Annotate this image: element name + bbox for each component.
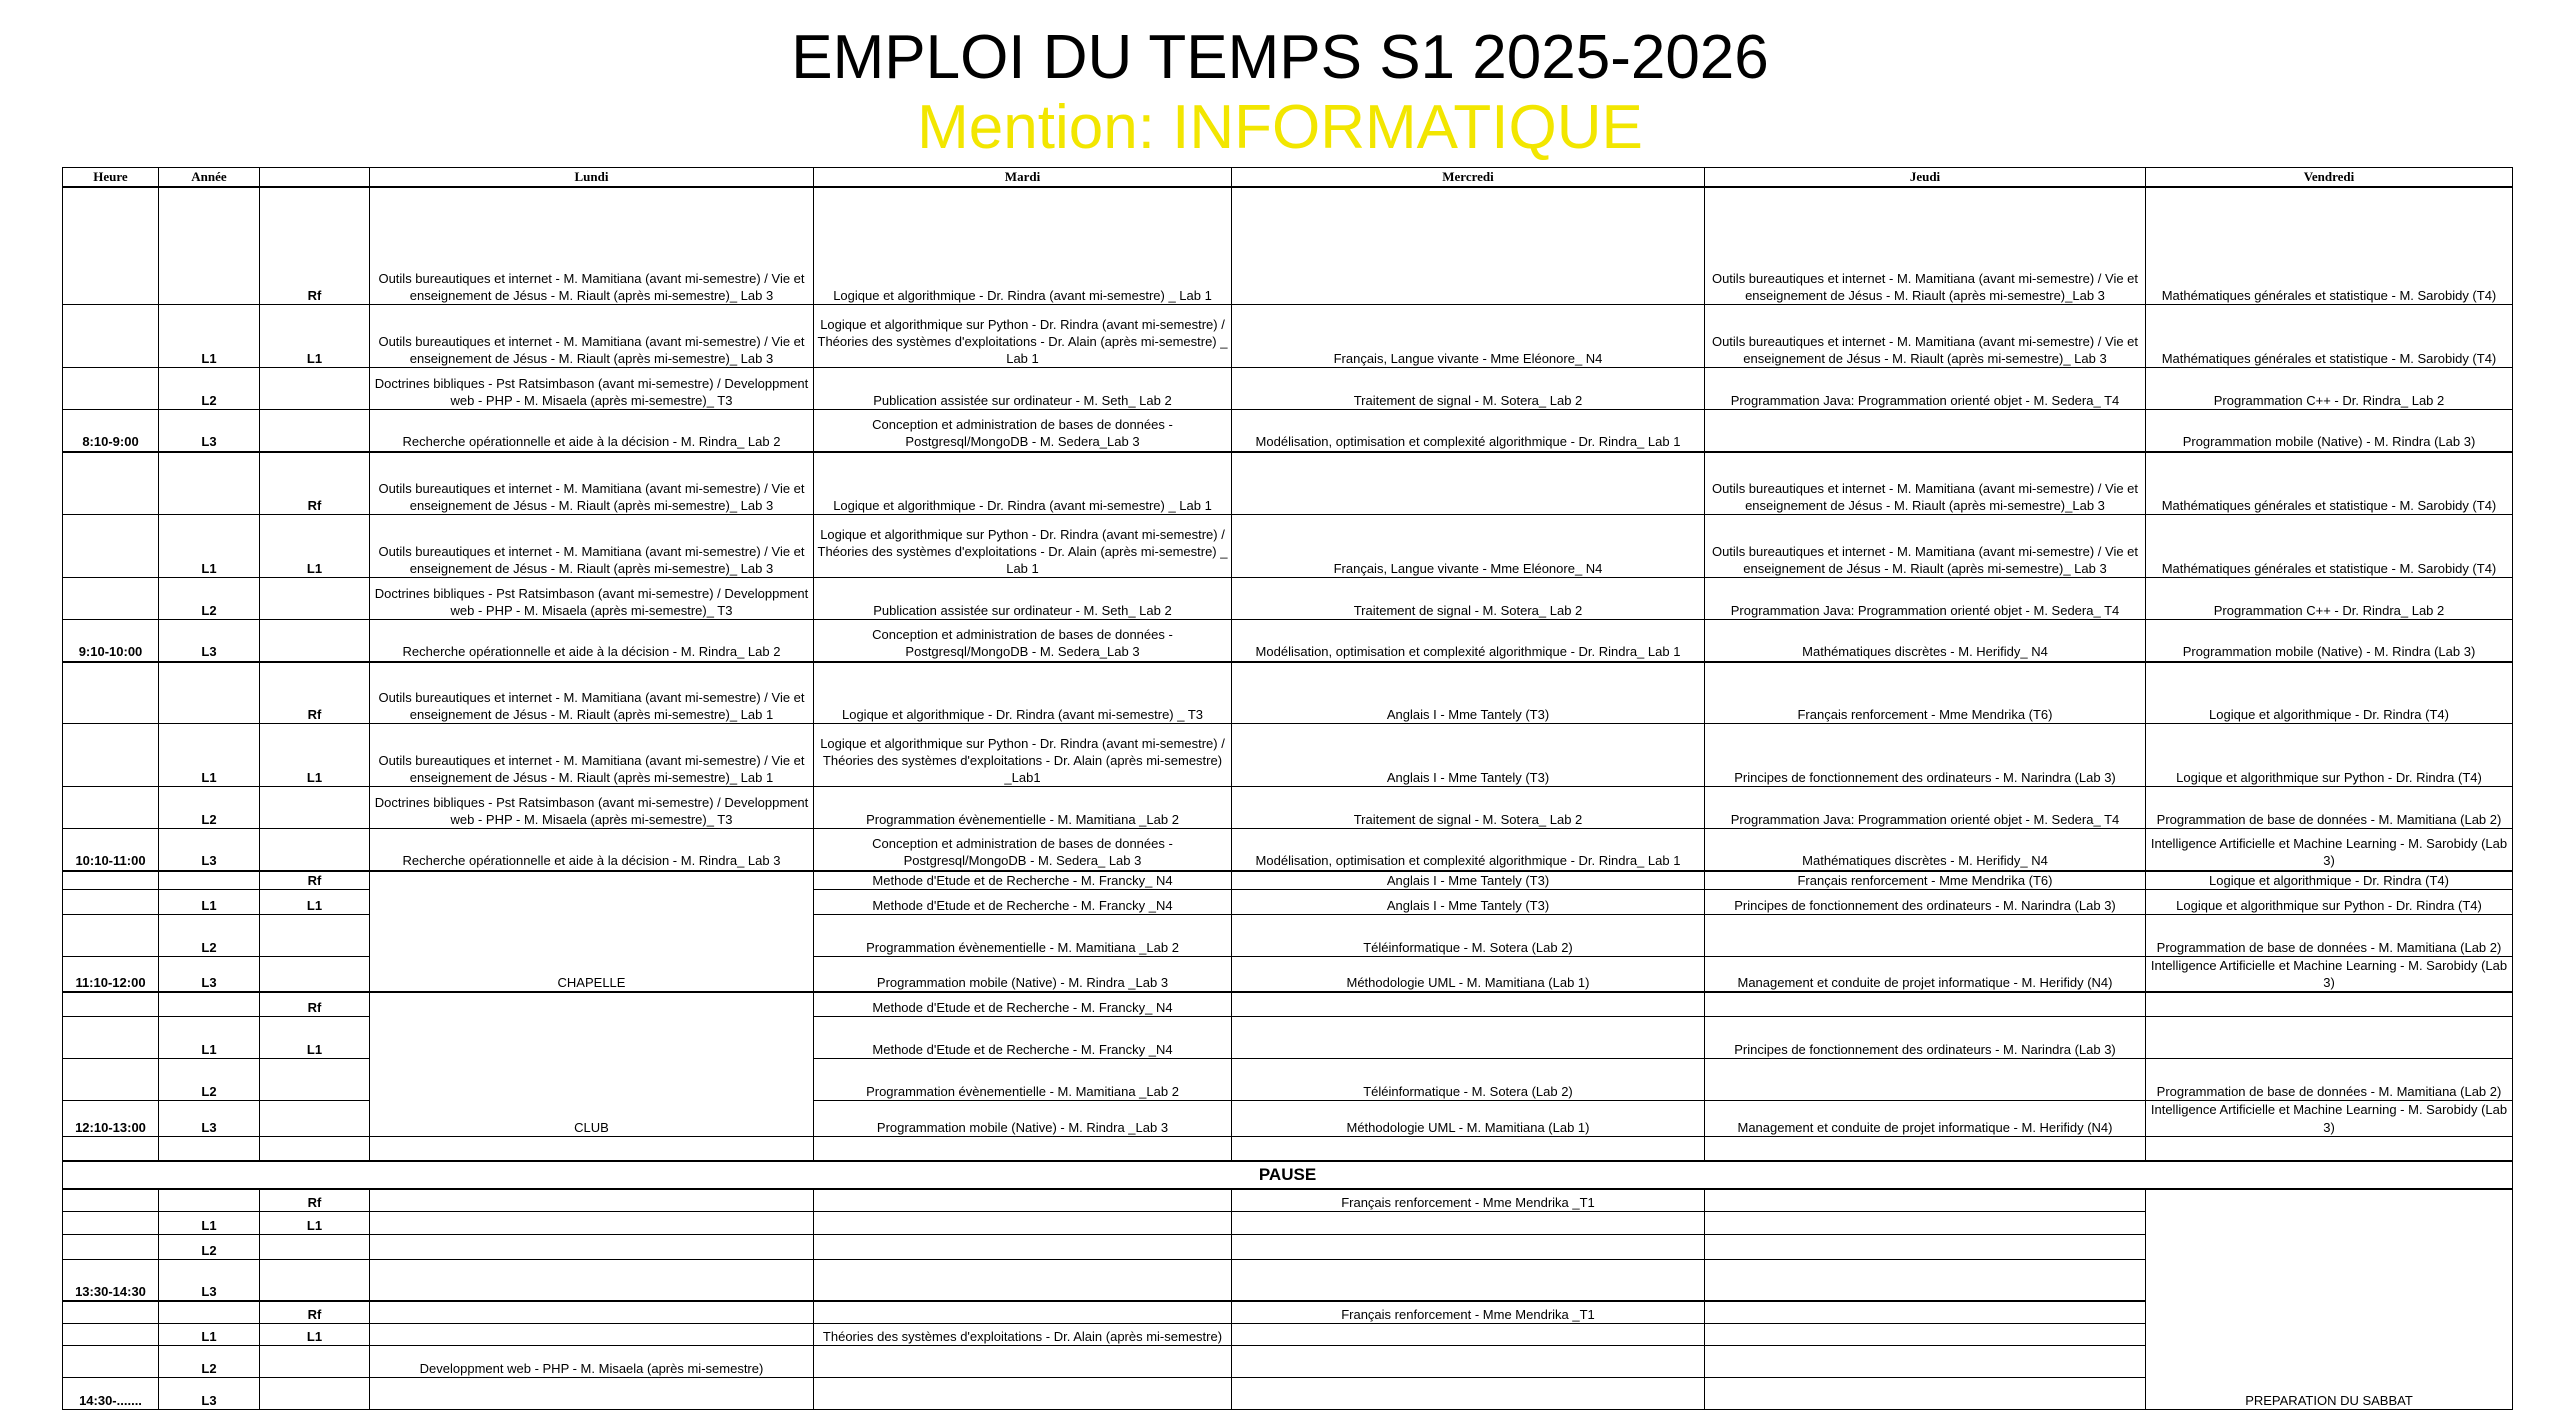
jeudi-cell: Outils bureautiques et internet - M. Mamitiana (avant mi-semestre) / Vie et enseignement de Jésus - M. Riault (après mi-semestre)_ Lab 3	[1705, 515, 2146, 578]
mercredi-cell: Français renforcement - Mme Mendrika _T1	[1232, 1189, 1705, 1211]
time-cell	[63, 1017, 159, 1059]
mardi-cell: Methode d'Etude et de Recherche - M. Francky _N4	[814, 889, 1232, 914]
mardi-cell: Programmation évènementielle - M. Mamitiana _Lab 2	[814, 914, 1232, 956]
year-cell: L2	[159, 368, 260, 410]
vendredi-cell: Programmation de base de données - M. Mamitiana (Lab 2)	[2146, 1059, 2513, 1101]
vendredi-cell: PREPARATION DU SABBAT	[2146, 1189, 2513, 1409]
mercredi-cell: Modélisation, optimisation et complexité algorithmique - Dr. Rindra_ Lab 1	[1232, 410, 1705, 452]
group-cell: L1	[260, 1211, 370, 1234]
mardi-cell	[814, 1377, 1232, 1409]
jeudi-cell: Principes de fonctionnement des ordinateurs - M. Narindra (Lab 3)	[1705, 724, 2146, 787]
time-cell: 8:10-9:00	[63, 410, 159, 452]
table-row	[63, 724, 2513, 787]
group-cell: L1	[260, 889, 370, 914]
mardi-cell	[814, 1259, 1232, 1301]
time-cell	[63, 1345, 159, 1377]
mardi-cell: Programmation mobile (Native) - M. Rindra _Lab 3	[814, 1101, 1232, 1136]
group-cell	[260, 787, 370, 829]
time-cell	[63, 1323, 159, 1345]
group-cell: L1	[260, 1017, 370, 1059]
vendredi-cell: Programmation C++ - Dr. Rindra_ Lab 2	[2146, 578, 2513, 620]
table-row	[63, 620, 2513, 662]
group-cell	[260, 1345, 370, 1377]
group-cell: Rf	[260, 452, 370, 515]
mercredi-cell: Méthodologie UML - M. Mamitiana (Lab 1)	[1232, 956, 1705, 992]
group-cell: Rf	[260, 187, 370, 305]
group-cell	[260, 1234, 370, 1259]
mardi-cell: Publication assistée sur ordinateur - M. Seth_ Lab 2	[814, 578, 1232, 620]
time-cell	[63, 724, 159, 787]
jeudi-cell	[1705, 914, 2146, 956]
jeudi-cell	[1705, 1345, 2146, 1377]
year-cell: L3	[159, 1259, 260, 1301]
mercredi-cell: Téléinformatique - M. Sotera (Lab 2)	[1232, 914, 1705, 956]
mercredi-cell: Téléinformatique - M. Sotera (Lab 2)	[1232, 1059, 1705, 1101]
lundi-cell: Outils bureautiques et internet - M. Mamitiana (avant mi-semestre) / Vie et enseignement de Jésus - M. Riault (après mi-semestre)_ Lab 3	[370, 305, 814, 368]
time-cell	[63, 1301, 159, 1323]
time-cell: 9:10-10:00	[63, 620, 159, 662]
lundi-cell: Doctrines bibliques - Pst Ratsimbason (avant mi-semestre) / Developpment web - PHP - M. Misaela (après mi-semestre)_ T3	[370, 368, 814, 410]
mardi-cell: Logique et algorithmique - Dr. Rindra (avant mi-semestre) _ Lab 1	[814, 452, 1232, 515]
header-col-annee: Année	[159, 168, 260, 187]
table-row	[63, 452, 2513, 515]
time-cell: 11:10-12:00	[63, 956, 159, 992]
mercredi-cell	[1232, 187, 1705, 305]
year-cell: L3	[159, 620, 260, 662]
time-cell: 10:10-11:00	[63, 829, 159, 871]
mercredi-cell: Traitement de signal - M. Sotera_ Lab 2	[1232, 787, 1705, 829]
jeudi-cell	[1705, 1211, 2146, 1234]
mercredi-cell: Anglais I - Mme Tantely (T3)	[1232, 662, 1705, 724]
vendredi-cell: Logique et algorithmique sur Python - Dr. Rindra (T4)	[2146, 889, 2513, 914]
lundi-cell: Doctrines bibliques - Pst Ratsimbason (avant mi-semestre) / Developpment web - PHP - M. Misaela (après mi-semestre)_ T3	[370, 578, 814, 620]
jeudi-cell: Outils bureautiques et internet - M. Mamitiana (avant mi-semestre) / Vie et enseignement de Jésus - M. Riault (après mi-semestre)_Lab 3	[1705, 452, 2146, 515]
lundi-cell	[370, 1211, 814, 1234]
mercredi-cell	[1232, 452, 1705, 515]
year-cell	[159, 662, 260, 724]
mercredi-cell	[1232, 992, 1705, 1017]
mercredi-cell: Modélisation, optimisation et complexité algorithmique - Dr. Rindra_ Lab 1	[1232, 829, 1705, 871]
group-cell	[260, 1377, 370, 1409]
time-cell	[63, 1234, 159, 1259]
mardi-cell: Logique et algorithmique sur Python - Dr. Rindra (avant mi-semestre) / Théories des systèmes d'exploitations - Dr. Alain (après mi-semestre) _Lab1	[814, 724, 1232, 787]
mardi-cell	[814, 1211, 1232, 1234]
group-cell	[260, 1136, 370, 1161]
vendredi-cell: Programmation de base de données - M. Mamitiana (Lab 2)	[2146, 914, 2513, 956]
mardi-cell	[814, 1189, 1232, 1211]
lundi-cell	[370, 1301, 814, 1323]
time-cell	[63, 992, 159, 1017]
year-cell	[159, 452, 260, 515]
year-cell: L3	[159, 956, 260, 992]
mardi-cell: Programmation évènementielle - M. Mamitiana _Lab 2	[814, 1059, 1232, 1101]
lundi-cell: Outils bureautiques et internet - M. Mamitiana (avant mi-semestre) / Vie et enseignement de Jésus - M. Riault (après mi-semestre)_ Lab 3	[370, 515, 814, 578]
year-cell: L3	[159, 829, 260, 871]
jeudi-cell: Management et conduite de projet informatique - M. Herifidy (N4)	[1705, 1101, 2146, 1136]
lundi-cell	[370, 1136, 814, 1161]
page-title: EMPLOI DU TEMPS S1 2025-2026	[791, 23, 1769, 92]
jeudi-cell	[1705, 1234, 2146, 1259]
mercredi-cell	[1232, 1377, 1705, 1409]
vendredi-cell: Logique et algorithmique - Dr. Rindra (T4)	[2146, 662, 2513, 724]
time-cell	[63, 452, 159, 515]
table-row	[63, 1301, 2513, 1323]
vendredi-cell: Mathématiques générales et statistique - M. Sarobidy (T4)	[2146, 305, 2513, 368]
jeudi-cell: Outils bureautiques et internet - M. Mamitiana (avant mi-semestre) / Vie et enseignement de Jésus - M. Riault (après mi-semestre)_ Lab 3	[1705, 305, 2146, 368]
jeudi-cell	[1705, 1301, 2146, 1323]
group-cell	[260, 829, 370, 871]
mardi-cell: Conception et administration de bases de données - Postgresql/MongoDB - M. Sedera_ Lab 3	[814, 829, 1232, 871]
time-cell	[63, 515, 159, 578]
group-cell	[260, 1059, 370, 1101]
year-cell: L2	[159, 787, 260, 829]
mercredi-cell	[1232, 1345, 1705, 1377]
mardi-cell	[814, 1136, 1232, 1161]
year-cell: L2	[159, 578, 260, 620]
mardi-cell: Logique et algorithmique sur Python - Dr. Rindra (avant mi-semestre) / Théories des systèmes d'exploitations - Dr. Alain (après mi-semestre) _ Lab 1	[814, 515, 1232, 578]
mercredi-cell: Méthodologie UML - M. Mamitiana (Lab 1)	[1232, 1101, 1705, 1136]
time-cell	[63, 662, 159, 724]
time-cell: 14:30-.......	[63, 1377, 159, 1409]
mercredi-cell	[1232, 1323, 1705, 1345]
jeudi-cell: Management et conduite de projet informatique - M. Herifidy (N4)	[1705, 956, 2146, 992]
jeudi-cell: Programmation Java: Programmation orienté objet - M. Sedera_ T4	[1705, 578, 2146, 620]
year-cell	[159, 992, 260, 1017]
time-cell	[63, 871, 159, 890]
table-row	[63, 871, 2513, 890]
time-cell	[63, 1136, 159, 1161]
lundi-cell	[370, 1189, 814, 1211]
mercredi-cell: Anglais I - Mme Tantely (T3)	[1232, 724, 1705, 787]
mardi-cell: Methode d'Etude et de Recherche - M. Francky_ N4	[814, 992, 1232, 1017]
lundi-cell: CLUB	[370, 992, 814, 1136]
mercredi-cell	[1232, 1259, 1705, 1301]
jeudi-cell	[1705, 1059, 2146, 1101]
vendredi-cell: Intelligence Artificielle et Machine Learning - M. Sarobidy (Lab 3)	[2146, 829, 2513, 871]
time-cell	[63, 787, 159, 829]
year-cell: L1	[159, 889, 260, 914]
table-row	[63, 410, 2513, 452]
year-cell: L2	[159, 1345, 260, 1377]
time-cell	[63, 187, 159, 305]
vendredi-cell: Programmation C++ - Dr. Rindra_ Lab 2	[2146, 368, 2513, 410]
header-col-groupe	[260, 168, 370, 187]
table-row	[63, 1323, 2513, 1345]
group-cell: L1	[260, 515, 370, 578]
table-row	[63, 305, 2513, 368]
table-row	[63, 662, 2513, 724]
mercredi-cell	[1232, 1234, 1705, 1259]
table-row	[63, 1345, 2513, 1377]
year-cell: L1	[159, 305, 260, 368]
group-cell	[260, 578, 370, 620]
lundi-cell: Outils bureautiques et internet - M. Mamitiana (avant mi-semestre) / Vie et enseignement de Jésus - M. Riault (après mi-semestre)_ Lab 3	[370, 187, 814, 305]
table-row	[63, 515, 2513, 578]
year-cell: L1	[159, 1211, 260, 1234]
year-cell	[159, 1301, 260, 1323]
table-row	[63, 787, 2513, 829]
header-col-jeudi: Jeudi	[1705, 168, 2146, 187]
time-cell	[63, 1211, 159, 1234]
jeudi-cell: Principes de fonctionnement des ordinateurs - M. Narindra (Lab 3)	[1705, 1017, 2146, 1059]
mardi-cell: Programmation mobile (Native) - M. Rindra _Lab 3	[814, 956, 1232, 992]
timetable	[62, 167, 2513, 1410]
jeudi-cell	[1705, 1323, 2146, 1345]
group-cell	[260, 1259, 370, 1301]
jeudi-cell	[1705, 1259, 2146, 1301]
group-cell: L1	[260, 1323, 370, 1345]
mercredi-cell	[1232, 1136, 1705, 1161]
table-row	[63, 992, 2513, 1017]
mercredi-cell: Modélisation, optimisation et complexité algorithmique - Dr. Rindra_ Lab 1	[1232, 620, 1705, 662]
header-col-heure: Heure	[63, 168, 159, 187]
jeudi-cell	[1705, 410, 2146, 452]
mercredi-cell: Traitement de signal - M. Sotera_ Lab 2	[1232, 368, 1705, 410]
jeudi-cell: Français renforcement - Mme Mendrika (T6)	[1705, 662, 2146, 724]
jeudi-cell	[1705, 1189, 2146, 1211]
vendredi-cell: Programmation de base de données - M. Mamitiana (Lab 2)	[2146, 787, 2513, 829]
mercredi-cell: Français renforcement - Mme Mendrika _T1	[1232, 1301, 1705, 1323]
table-row	[63, 578, 2513, 620]
lundi-cell	[370, 1259, 814, 1301]
mercredi-cell: Anglais I - Mme Tantely (T3)	[1232, 871, 1705, 890]
mardi-cell: Logique et algorithmique - Dr. Rindra (avant mi-semestre) _ Lab 1	[814, 187, 1232, 305]
year-cell	[159, 1189, 260, 1211]
table-row	[63, 829, 2513, 871]
table-row	[63, 1259, 2513, 1301]
year-cell: L2	[159, 914, 260, 956]
group-cell: Rf	[260, 992, 370, 1017]
jeudi-cell: Programmation Java: Programmation orienté objet - M. Sedera_ T4	[1705, 368, 2146, 410]
group-cell	[260, 1101, 370, 1136]
table-row	[63, 1234, 2513, 1259]
mardi-cell: Théories des systèmes d'exploitations - Dr. Alain (après mi-semestre)	[814, 1323, 1232, 1345]
jeudi-cell: Outils bureautiques et internet - M. Mamitiana (avant mi-semestre) / Vie et enseignement de Jésus - M. Riault (après mi-semestre)_Lab 3	[1705, 187, 2146, 305]
lundi-cell: Recherche opérationnelle et aide à la décision - M. Rindra_ Lab 2	[370, 410, 814, 452]
header-col-vendredi: Vendredi	[2146, 168, 2513, 187]
vendredi-cell: Programmation mobile (Native) - M. Rindra (Lab 3)	[2146, 410, 2513, 452]
mardi-cell: Logique et algorithmique sur Python - Dr. Rindra (avant mi-semestre) / Théories des systèmes d'exploitations - Dr. Alain (après mi-semestre) _ Lab 1	[814, 305, 1232, 368]
vendredi-cell: Logique et algorithmique - Dr. Rindra (T4)	[2146, 871, 2513, 890]
group-cell: Rf	[260, 871, 370, 890]
group-cell: Rf	[260, 1189, 370, 1211]
year-cell: L3	[159, 410, 260, 452]
jeudi-cell: Principes de fonctionnement des ordinateurs - M. Narindra (Lab 3)	[1705, 889, 2146, 914]
group-cell	[260, 368, 370, 410]
mardi-cell: Conception et administration de bases de données - Postgresql/MongoDB - M. Sedera_Lab 3	[814, 410, 1232, 452]
table-row	[63, 1189, 2513, 1211]
lundi-cell: Outils bureautiques et internet - M. Mamitiana (avant mi-semestre) / Vie et enseignement de Jésus - M. Riault (après mi-semestre)_ Lab 1	[370, 662, 814, 724]
lundi-cell: Recherche opérationnelle et aide à la décision - M. Rindra_ Lab 2	[370, 620, 814, 662]
lundi-cell: CHAPELLE	[370, 871, 814, 992]
mercredi-cell	[1232, 1211, 1705, 1234]
lundi-cell: Doctrines bibliques - Pst Ratsimbason (avant mi-semestre) / Developpment web - PHP - M. Misaela (après mi-semestre)_ T3	[370, 787, 814, 829]
jeudi-cell: Français renforcement - Mme Mendrika (T6)	[1705, 871, 2146, 890]
group-cell: Rf	[260, 662, 370, 724]
vendredi-cell	[2146, 1136, 2513, 1161]
year-cell: L1	[159, 515, 260, 578]
time-cell	[63, 305, 159, 368]
mercredi-cell: Français, Langue vivante - Mme Eléonore_ N4	[1232, 305, 1705, 368]
vendredi-cell: Logique et algorithmique sur Python - Dr. Rindra (T4)	[2146, 724, 2513, 787]
page-subtitle: Mention: INFORMATIQUE	[917, 93, 1643, 162]
mardi-cell	[814, 1345, 1232, 1377]
year-cell: L2	[159, 1059, 260, 1101]
vendredi-cell	[2146, 1017, 2513, 1059]
mercredi-cell: Anglais I - Mme Tantely (T3)	[1232, 889, 1705, 914]
lundi-cell: Developpment web - PHP - M. Misaela (après mi-semestre)	[370, 1345, 814, 1377]
mardi-cell: Programmation évènementielle - M. Mamitiana _Lab 2	[814, 787, 1232, 829]
time-cell	[63, 1059, 159, 1101]
vendredi-cell	[2146, 992, 2513, 1017]
table-row	[63, 1211, 2513, 1234]
group-cell: Rf	[260, 1301, 370, 1323]
jeudi-cell	[1705, 1136, 2146, 1161]
time-cell	[63, 889, 159, 914]
time-cell: 13:30-14:30	[63, 1259, 159, 1301]
year-cell	[159, 187, 260, 305]
table-row	[63, 1136, 2513, 1161]
mardi-cell: Methode d'Etude et de Recherche - M. Francky _N4	[814, 1017, 1232, 1059]
year-cell	[159, 1136, 260, 1161]
year-cell: L1	[159, 1017, 260, 1059]
lundi-cell: Outils bureautiques et internet - M. Mamitiana (avant mi-semestre) / Vie et enseignement de Jésus - M. Riault (après mi-semestre)_ Lab 1	[370, 724, 814, 787]
mercredi-cell: Traitement de signal - M. Sotera_ Lab 2	[1232, 578, 1705, 620]
mardi-cell	[814, 1234, 1232, 1259]
group-cell	[260, 956, 370, 992]
jeudi-cell	[1705, 992, 2146, 1017]
table-row	[63, 368, 2513, 410]
mardi-cell: Publication assistée sur ordinateur - M. Seth_ Lab 2	[814, 368, 1232, 410]
time-cell	[63, 914, 159, 956]
vendredi-cell: Intelligence Artificielle et Machine Learning - M. Sarobidy (Lab 3)	[2146, 1101, 2513, 1136]
header-col-mercredi: Mercredi	[1232, 168, 1705, 187]
vendredi-cell: Mathématiques générales et statistique - M. Sarobidy (T4)	[2146, 452, 2513, 515]
group-cell	[260, 410, 370, 452]
lundi-cell	[370, 1377, 814, 1409]
jeudi-cell: Mathématiques discrètes - M. Herifidy_ N4	[1705, 829, 2146, 871]
group-cell: L1	[260, 724, 370, 787]
mercredi-cell: Français, Langue vivante - Mme Eléonore_ N4	[1232, 515, 1705, 578]
vendredi-cell: Mathématiques générales et statistique - M. Sarobidy (T4)	[2146, 515, 2513, 578]
time-cell: 12:10-13:00	[63, 1101, 159, 1136]
lundi-cell	[370, 1234, 814, 1259]
vendredi-cell: Mathématiques générales et statistique - M. Sarobidy (T4)	[2146, 187, 2513, 305]
year-cell: L1	[159, 1323, 260, 1345]
year-cell: L1	[159, 724, 260, 787]
mardi-cell	[814, 1301, 1232, 1323]
lundi-cell	[370, 1323, 814, 1345]
group-cell	[260, 620, 370, 662]
year-cell: L3	[159, 1377, 260, 1409]
mardi-cell: Logique et algorithmique - Dr. Rindra (avant mi-semestre) _ T3	[814, 662, 1232, 724]
mardi-cell: Conception et administration de bases de données - Postgresql/MongoDB - M. Sedera_Lab 3	[814, 620, 1232, 662]
lundi-cell: Recherche opérationnelle et aide à la décision - M. Rindra_ Lab 3	[370, 829, 814, 871]
mercredi-cell	[1232, 1017, 1705, 1059]
time-cell	[63, 1189, 159, 1211]
year-cell: L2	[159, 1234, 260, 1259]
table-row	[63, 187, 2513, 305]
header-col-mardi: Mardi	[814, 168, 1232, 187]
year-cell	[159, 871, 260, 890]
table-row	[63, 1377, 2513, 1409]
mardi-cell: Methode d'Etude et de Recherche - M. Francky_ N4	[814, 871, 1232, 890]
year-cell: L3	[159, 1101, 260, 1136]
jeudi-cell: Programmation Java: Programmation orienté objet - M. Sedera_ T4	[1705, 787, 2146, 829]
time-cell	[63, 578, 159, 620]
header-col-lundi: Lundi	[370, 168, 814, 187]
vendredi-cell: Intelligence Artificielle et Machine Learning - M. Sarobidy (Lab 3)	[2146, 956, 2513, 992]
group-cell	[260, 914, 370, 956]
vendredi-cell: Programmation mobile (Native) - M. Rindra (Lab 3)	[2146, 620, 2513, 662]
jeudi-cell	[1705, 1377, 2146, 1409]
time-cell	[63, 368, 159, 410]
jeudi-cell: Mathématiques discrètes - M. Herifidy_ N4	[1705, 620, 2146, 662]
group-cell: L1	[260, 305, 370, 368]
lundi-cell: Outils bureautiques et internet - M. Mamitiana (avant mi-semestre) / Vie et enseignement de Jésus - M. Riault (après mi-semestre)_ Lab 3	[370, 452, 814, 515]
pause-banner: PAUSE	[63, 1161, 2513, 1189]
